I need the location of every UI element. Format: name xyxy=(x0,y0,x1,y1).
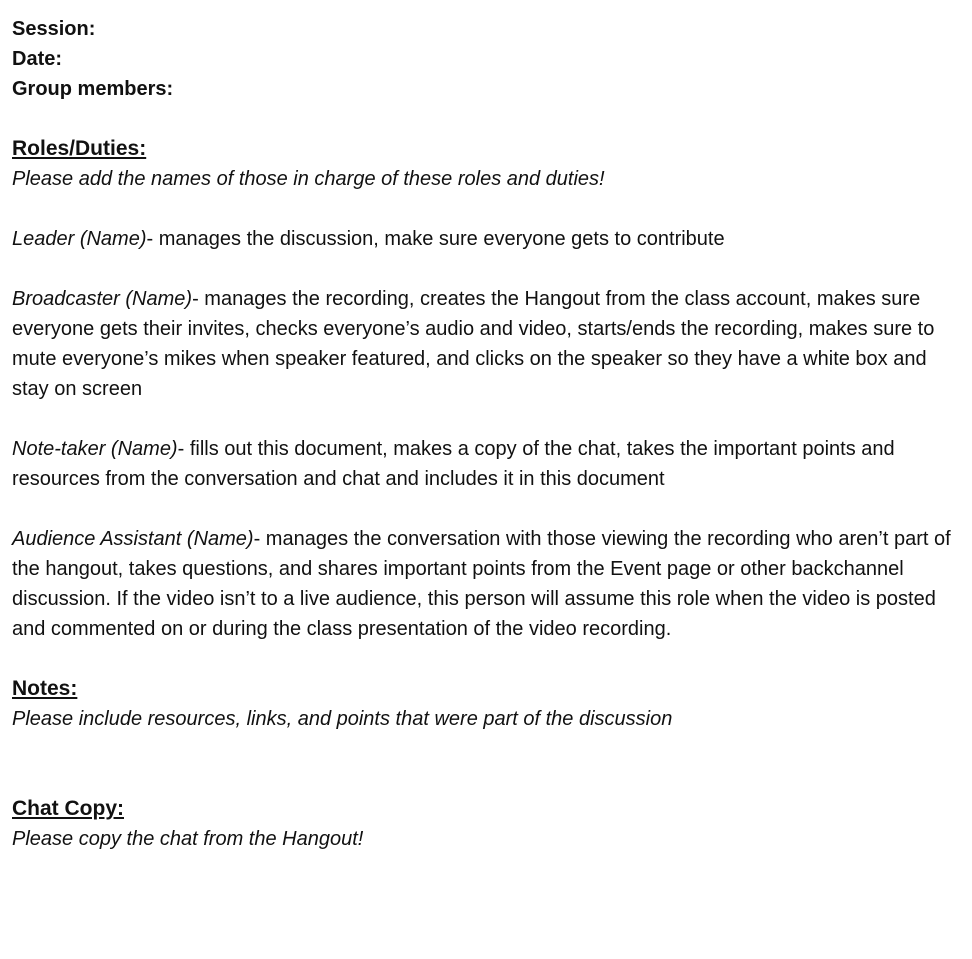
session-label: Session: xyxy=(12,18,96,40)
roles-instruction: Please add the names of those in charge of these roles and duties! xyxy=(12,168,605,190)
notes-instruction: Please include resources, links, and points that were part of the discussion xyxy=(12,708,673,730)
spacer xyxy=(12,494,957,524)
date-label: Date: xyxy=(12,48,63,70)
role-leader xyxy=(12,224,957,254)
role-name: Audience Assistant (Name) xyxy=(12,528,254,550)
chat-instruction: Please copy the chat from the Hangout! xyxy=(12,828,364,850)
notes-heading: Notes: xyxy=(12,677,78,700)
spacer xyxy=(12,104,957,134)
role-name: Broadcaster (Name) xyxy=(12,288,193,310)
chat-heading: Chat Copy: xyxy=(12,797,124,820)
spacer xyxy=(12,734,957,794)
spacer xyxy=(12,404,957,434)
role-description: - manages the recording, creates the Hangout from the class account, makes sure everyone gets their invites, checks everyone’s audio and video, starts/ends the recording, makes sure to mute everyone’s mikes when speaker featured, and clicks on the speaker so they have a white box and stay on screen xyxy=(12,288,935,400)
role-audience-assistant xyxy=(12,524,957,644)
spacer xyxy=(12,194,957,224)
role-note-taker xyxy=(12,434,957,494)
roles-heading: Roles/Duties: xyxy=(12,137,147,160)
role-description: - fills out this document, makes a copy of the chat, takes the important points and resources from the conversation and chat and includes it in this document xyxy=(12,438,895,490)
role-description: - manages the discussion, make sure everyone gets to contribute xyxy=(146,228,725,250)
role-name: Leader (Name) xyxy=(12,228,147,250)
spacer xyxy=(12,644,957,674)
spacer xyxy=(12,254,957,284)
role-broadcaster xyxy=(12,284,957,404)
role-description: - manages the conversation with those viewing the recording who aren’t part of the hangout, takes questions, and shares important points from the Event page or other backchannel discussion. If the video isn’t to a live audience, this person will assume this role when the video is posted and commented on or during the class presentation of the video recording. xyxy=(12,528,951,640)
group-members-label: Group members: xyxy=(12,78,174,100)
document-page xyxy=(12,14,957,854)
role-name: Note-taker (Name) xyxy=(12,438,178,460)
